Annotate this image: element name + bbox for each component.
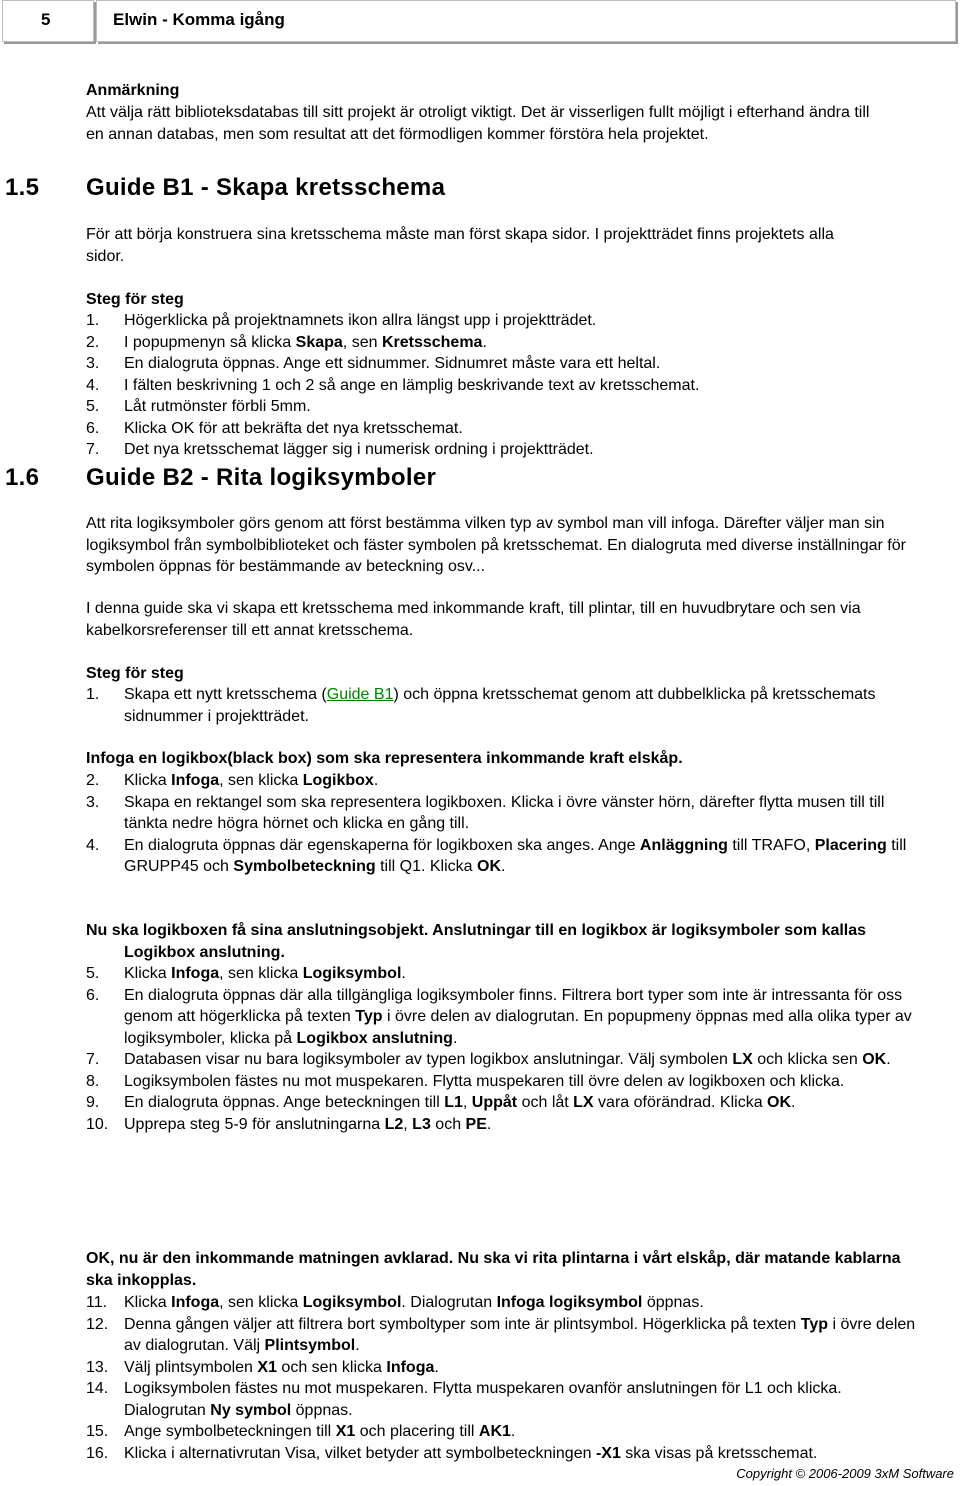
- list-item: 7. Det nya kretsschemat lägger sig i numerisk ordning i projektträdet.: [86, 441, 594, 458]
- section-1-6-step-1: [86, 684, 916, 727]
- list-item: 6. Klicka OK för att bekräfta det nya kretsschemat.: [86, 419, 463, 437]
- section-1-5-heading: [5, 174, 445, 202]
- group-1-title: Infoga en logikbox(black box) som ska representera inkommande kraft elskåp.: [86, 750, 683, 767]
- section-1-5-steps: [86, 310, 916, 461]
- list-item: 1. Högerklicka på projektnamnets ikon allra längst upp i projektträdet.: [86, 312, 597, 329]
- note-title: Anmärkning: [86, 82, 180, 99]
- section-1-5-steps-title: Steg för steg: [86, 291, 184, 308]
- list-item: 7. Databasen visar nu bara logiksymboler av typen logikbox anslutningar. Välj symbolen LX och klicka sen OK.: [86, 1051, 891, 1068]
- note-text: Att välja rätt biblioteksdatabas till sitt projekt är otroligt viktigt. Det är visserligen fullt möjligt i efterhand ändra till en annan databas, men som resultat att det förmodligen kommer förstöra hela projektet.: [86, 104, 870, 143]
- group-3-steps: [86, 1292, 916, 1464]
- section-1-6-steps-title: Steg för steg: [86, 665, 184, 682]
- list-item: 16. Klicka i alternativrutan Visa, vilket betyder att symbolbeteckningen -X1 ska visas på kretsschemat.: [86, 1444, 818, 1462]
- chapter-number-box: [2, 0, 94, 42]
- section-1-6-title: Guide B2 - Rita logiksymboler: [86, 464, 437, 491]
- list-item: 4. En dialogruta öppnas där egenskaperna för logikboxen ska anges. Ange Anläggning till TRAFO, Placering till GRUPP45 och Symbolbeteckning till Q1. Klicka OK.: [86, 836, 907, 875]
- list-item: 11. Klicka Infoga, sen klicka Logiksymbol. Dialogrutan Infoga logiksymbol öppnas.: [86, 1294, 704, 1311]
- group-2-title: Nu ska logikboxen få sina anslutningsobjekt. Anslutningar till en logikbox är logiksymboler som kallas Logikbox anslutning.: [86, 922, 867, 961]
- section-1-5-intro: För att börja konstruera sina kretsschema måste man först skapa sidor. I projektträdet finns projektets alla sidor.: [86, 226, 834, 265]
- copyright-footer: Copyright © 2006-2009 3xM Software: [736, 1466, 954, 1481]
- section-1-6-number: 1.6: [5, 464, 40, 491]
- list-item: 2. I popupmenyn så klicka Skapa, sen Kretsschema.: [86, 333, 487, 351]
- section-1-5-number: 1.5: [5, 174, 40, 201]
- chapter-title: Elwin - Komma igång: [113, 10, 285, 29]
- list-item: 6. En dialogruta öppnas där alla tillgängliga logiksymboler finns. Filtrera bort typer som inte är intressanta för oss genom att högerklicka på texten Typ i övre delen av dialogrutan. En popupmeny öppnas med alla olika typer av logiksymboler, klicka på Logikbox anslutning.: [86, 986, 912, 1047]
- list-item: 3. Skapa en rektangel som ska representera logikboxen. Klicka i övre vänster hörn, därefter flytta musen till till tänkta nedre högra hörnet och klicka en gång till.: [86, 793, 885, 832]
- list-item: 2. Klicka Infoga, sen klicka Logikbox.: [86, 772, 379, 789]
- guide-b1-link[interactable]: Guide B1: [326, 686, 394, 703]
- list-item: 13. Välj plintsymbolen X1 och sen klicka Infoga.: [86, 1358, 439, 1376]
- section-1-6-heading: [5, 464, 436, 492]
- list-item: 5. Klicka Infoga, sen klicka Logiksymbol.: [86, 965, 406, 982]
- list-item: 8. Logiksymbolen fästes nu mot muspekaren. Flytta muspekaren till övre delen av logikboxen och klicka.: [86, 1072, 845, 1090]
- group-2-steps: [86, 963, 916, 1135]
- list-item: 15. Ange symbolbeteckningen till X1 och placering till AK1.: [86, 1423, 516, 1440]
- chapter-number: 5: [41, 10, 51, 29]
- section-1-6-intro-1: Att rita logiksymboler görs genom att först bestämma vilken typ av symbol man vill infoga. Därefter väljer man sin logiksymbol från symbolbiblioteket och fäster symbolen på kretsschemat. En dialogruta med diverse inställningar för symbolen öppnas för bestämmande av beteckning osv...: [86, 515, 906, 576]
- section-1-6-intro-2: I denna guide ska vi skapa ett kretsschema med inkommande kraft, till plintar, till en huvudbrytare och sen via kabelkorsreferenser till ett annat kretsschema.: [86, 600, 861, 639]
- list-item: 4. I fälten beskrivning 1 och 2 så ange en lämplig beskrivande text av kretsschemat.: [86, 376, 700, 394]
- list-item: 14. Logiksymbolen fästes nu mot muspekaren. Flytta muspekaren ovanför anslutningen för L1 och klicka. Dialogrutan Ny symbol öppnas.: [86, 1380, 842, 1419]
- list-item: 10. Upprepa steg 5-9 för anslutningarna L2, L3 och PE.: [86, 1115, 492, 1133]
- list-item: 9. En dialogruta öppnas. Ange beteckningen till L1, Uppåt och låt LX vara oförändrad. Klicka OK.: [86, 1094, 796, 1111]
- page-header: [0, 0, 960, 46]
- list-item: 5. Låt rutmönster förbli 5mm.: [86, 398, 311, 415]
- chapter-title-box: [96, 0, 956, 42]
- list-item: 3. En dialogruta öppnas. Ange ett sidnummer. Sidnumret måste vara ett heltal.: [86, 355, 661, 372]
- group-3-title: OK, nu är den inkommande matningen avklarad. Nu ska vi rita plintarna i vårt elskåp, där matande kablarna ska inkopplas.: [86, 1250, 901, 1289]
- list-item: 12. Denna gången väljer att filtrera bort symboltyper som inte är plintsymbol. Högerklicka på texten Typ i övre delen av dialogrutan. Välj Plintsymbol.: [86, 1315, 916, 1354]
- section-1-5-title: Guide B1 - Skapa kretsschema: [86, 174, 446, 201]
- list-item: 1. Skapa ett nytt kretsschema (Guide B1) och öppna kretsschemat genom att dubbelklicka på kretsschemats sidnummer i projektträdet.: [86, 686, 876, 725]
- group-1-steps: [86, 770, 916, 878]
